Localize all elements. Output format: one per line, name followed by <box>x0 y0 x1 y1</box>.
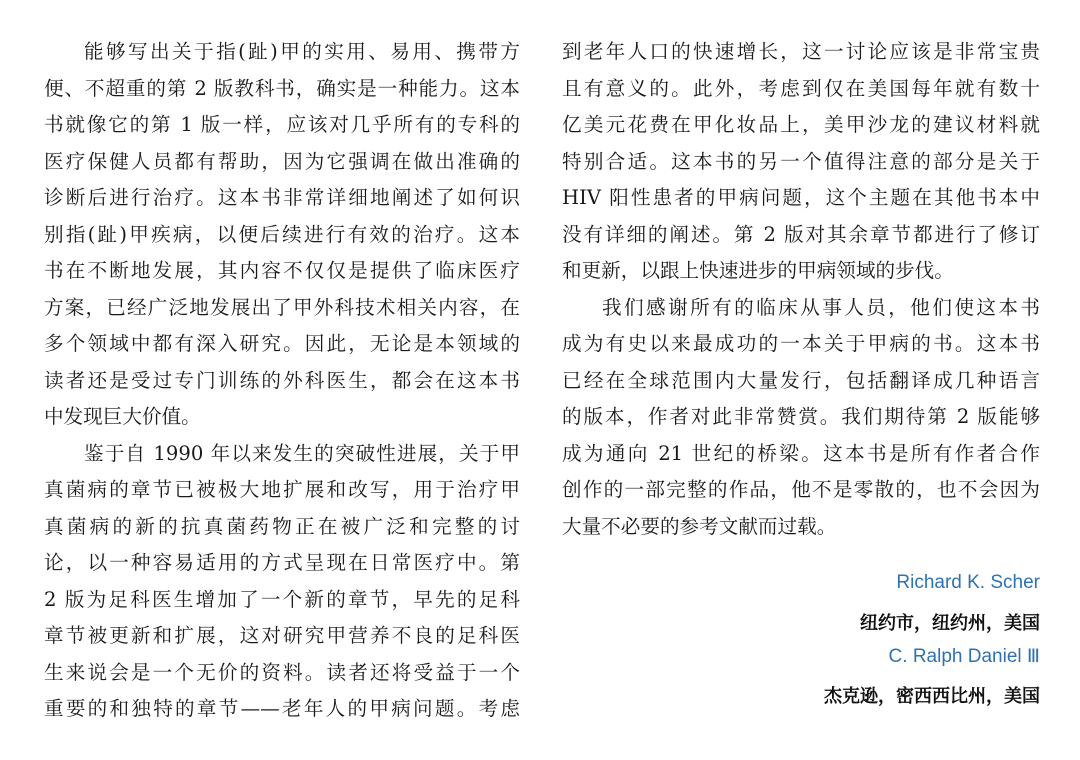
paragraph-3-line: 创作的一部完整的作品，他不是零散的，也不会因为 <box>562 478 1040 501</box>
paragraph-2-line: 真菌病的新的抗真菌药物正在被广泛和完整的讨 <box>44 514 520 538</box>
paragraph-2-line: 和更新，以跟上快速进步的甲病领域的步伐。 <box>562 259 954 282</box>
paragraph-1-line: 别指(趾)甲疾病，以便后续进行有效的治疗。这本 <box>44 222 520 246</box>
paragraph-1-line: 书在不断地发展，其内容不仅仅是提供了临床医疗 <box>44 259 520 282</box>
paragraph-3-line: 的版本，作者对此非常赞赏。我们期待第 2 版能够 <box>562 405 1040 428</box>
paragraph-1-line: 能够写出关于指(趾)甲的实用、易用、携带方 <box>84 40 520 63</box>
paragraph-3-line: 我们感谢所有的临床从事人员，他们使这本书 <box>602 295 1040 319</box>
paragraph-2-line: HIV 阳性患者的甲病问题，这个主题在其他书本中 <box>562 186 1040 209</box>
signature-location-1: 纽约市，纽约州，美国 <box>860 613 1040 634</box>
paragraph-1-line: 书就像它的第 1 版一样，应该对几乎所有的专科的 <box>44 113 520 136</box>
paragraph-3-line: 成为通向 21 世纪的桥梁。这本书是所有作者合作 <box>562 441 1040 465</box>
paragraph-1-line: 读者还是受过专门训练的外科医生，都会在这本书 <box>44 368 520 392</box>
left-text-column <box>44 34 520 728</box>
paragraph-2-line: 特别合适。这本书的另一个值得注意的部分是关于 <box>562 149 1040 173</box>
right-text-column <box>562 34 1040 545</box>
signature-location-2: 杰克逊，密西西比州，美国 <box>824 686 1040 707</box>
paragraph-1-line: 方案，已经广泛地发展出了甲外科技术相关内容，在 <box>44 295 520 319</box>
paragraph-1-line: 便、不超重的第 2 版教科书，确实是一种能力。这本 <box>44 76 520 100</box>
signature-name-2: C. Ralph Daniel Ⅲ <box>888 646 1040 667</box>
paragraph-2-line: 真菌病的章节已被极大地扩展和改写，用于治疗甲 <box>44 478 520 501</box>
paragraph-2-line: 重要的和独特的章节——老年人的甲病问题。考虑 <box>44 697 520 720</box>
paragraph-1-line: 医疗保健人员都有帮助，因为它强调在做出准确的 <box>44 149 520 173</box>
paragraph-2-line: 没有详细的阐述。第 2 版对其余章节都进行了修订 <box>562 222 1040 246</box>
paragraph-2-line: 且有意义的。此外，考虑到仅在美国每年就有数十 <box>562 76 1040 100</box>
paragraph-1-line: 多个领域中都有深入研究。因此，无论是本领域的 <box>44 332 520 355</box>
paragraph-2-line: 到老年人口的快速增长，这一讨论应该是非常宝贵 <box>562 40 1040 63</box>
paragraph-2-line: 2 版为足科医生增加了一个新的章节，早先的足科 <box>44 587 520 611</box>
paragraph-2-line: 鉴于自 1990 年以来发生的突破性进展，关于甲 <box>84 441 520 465</box>
signature-name-1: Richard K. Scher <box>896 572 1040 593</box>
paragraph-3-line: 成为有史以来最成功的一本关于甲病的书。这本书 <box>562 332 1040 355</box>
paragraph-1-line: 中发现巨大价值。 <box>44 405 201 428</box>
paragraph-3-line: 已经在全球范围内大量发行，包括翻译成几种语言 <box>562 368 1040 392</box>
paragraph-2-line: 生来说会是一个无价的资料。读者还将受益于一个 <box>44 660 520 684</box>
paragraph-2-line: 论，以一种容易适用的方式呈现在日常医疗中。第 <box>44 551 520 574</box>
paragraph-3-line: 大量不必要的参考文献而过载。 <box>562 514 837 538</box>
paragraph-1-line: 诊断后进行治疗。这本书非常详细地阐述了如何识 <box>44 186 520 209</box>
paragraph-2-line: 亿美元花费在甲化妆品上，美甲沙龙的建议材料就 <box>562 113 1040 136</box>
paragraph-2-line: 章节被更新和扩展，这对研究甲营养不良的足科医 <box>44 624 520 647</box>
